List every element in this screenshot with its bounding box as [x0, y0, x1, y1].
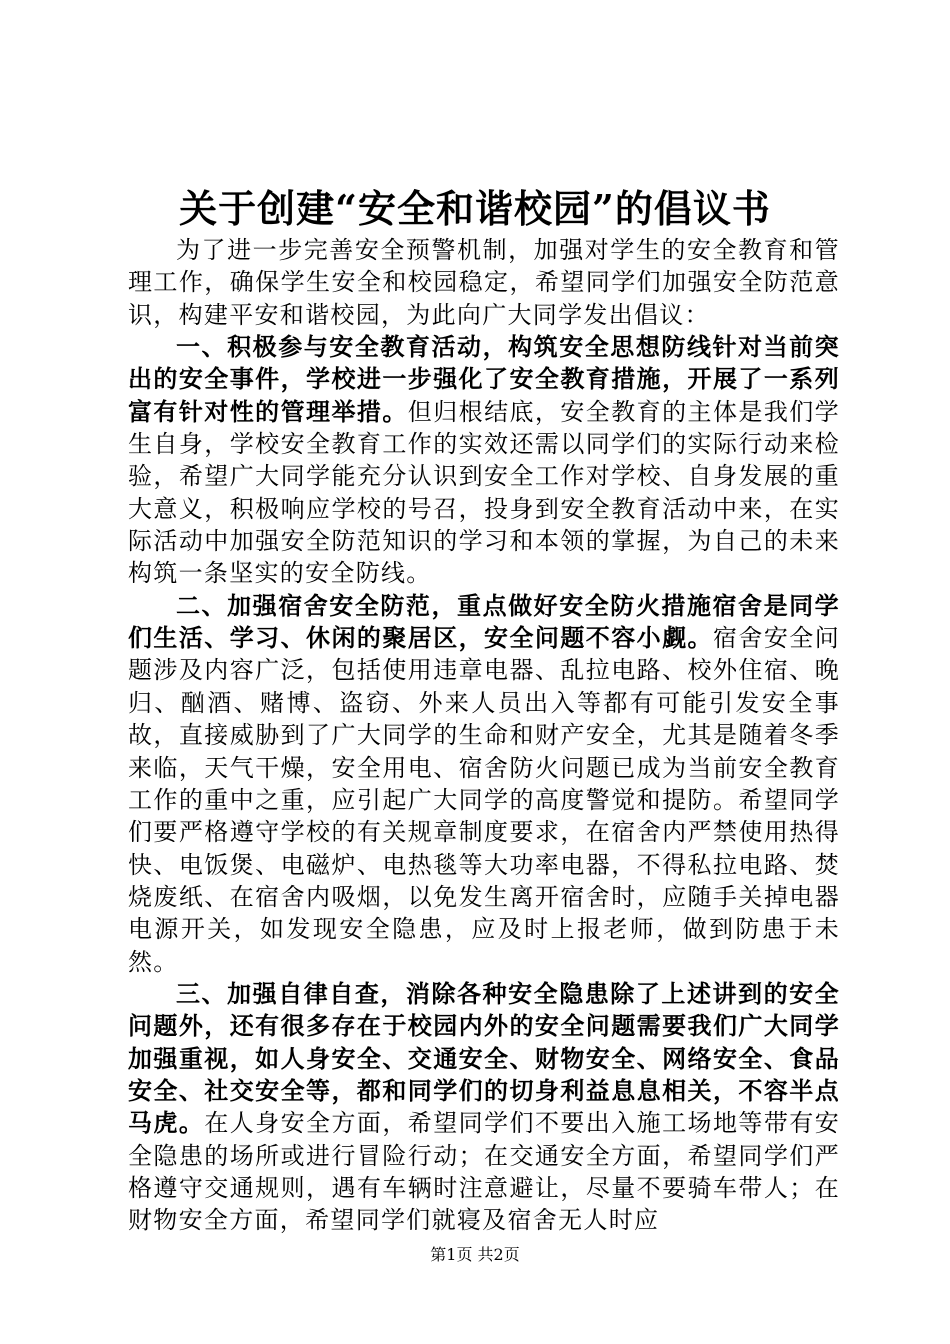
section-1-heading: 一、积极参与安全教育活动，构筑安全思想防线针对当前突出的安全事件，学校进一步强化了安全教育措施，开展了一系列富有针对性的管理举措。: [128, 332, 840, 426]
paragraph-section-3: [128, 978, 840, 1237]
intro-paragraph: [128, 234, 840, 331]
document-title: 关于创建“安全和谐校园”的倡议书: [179, 186, 771, 231]
section-2-text: 宿舍安全问题涉及内容广泛，包括使用违章电器、乱拉电路、校外住宿、晚归、酗酒、赌博、盗窃、外来人员出入等都有可能引发安全事故，直接威胁到了广大同学的生命和财产安全，尤其是随着冬季来临，天气干燥，安全用电、宿舍防火问题已成为当前安全教育工作的重中之重，应引起广大同学的高度警觉和提防。希望同学们要严格遵守学校的有关规章制度要求，在宿舍内严禁使用热得快、电饭煲、电磁炉、电热毯等大功率电器，不得私拉电路、焚烧废纸、在宿舍内吸烟，以免发生离开宿舍时，应随手关掉电器电源开关，如发现安全隐患，应及时上报老师，做到防患于未然。: [128, 624, 841, 976]
document-body: [128, 234, 840, 1237]
section-1-text: 但归根结底，安全教育的主体是我们学生自身，学校安全教育工作的实效还需以同学们的实际行动来检验，希望广大同学能充分认识到安全工作对学校、自身发展的重大意义，积极响应学校的号召，投身到安全教育活动中来，在实际活动中加强安全防范知识的学习和本领的掌握，为自己的未来构筑一条坚实的安全防线。: [128, 397, 840, 588]
paragraph-section-1: [128, 331, 840, 590]
page-footer: 第1页 共2页: [430, 1245, 520, 1264]
intro-text: 为了进一步完善安全预警机制，加强对学生的安全教育和管理工作，确保学生安全和校园稳定，希望同学们加强安全防范意识，构建平安和谐校园，为此向广大同学发出倡议：: [128, 236, 840, 329]
paragraph-section-2: [128, 590, 840, 978]
section-2-heading: 二、加强宿舍安全防范，重点做好安全防火措施宿舍是同学们生活、学习、休闲的聚居区，安全问题不容小觑。: [128, 590, 840, 653]
section-3-text: 在人身安全方面，希望同学们不要出入施工场地等带有安全隐患的场所或进行冒险行动；在交通安全方面，希望同学们严格遵守交通规则，遇有车辆时注意避让，尽量不要骑车带人；在财物安全方面，希望同学们就寝及宿舍无人时应: [128, 1109, 841, 1235]
section-3-heading: 三、加强自律自查，消除各种安全隐患除了上述讲到的安全问题外，还有很多存在于校园内外的安全问题需要我们广大同学加强重视，如人身安全、交通安全、财物安全、网络安全、食品安全、社交安全等，都和同学们的切身利益息息相关，不容半点马虎。: [128, 978, 840, 1138]
